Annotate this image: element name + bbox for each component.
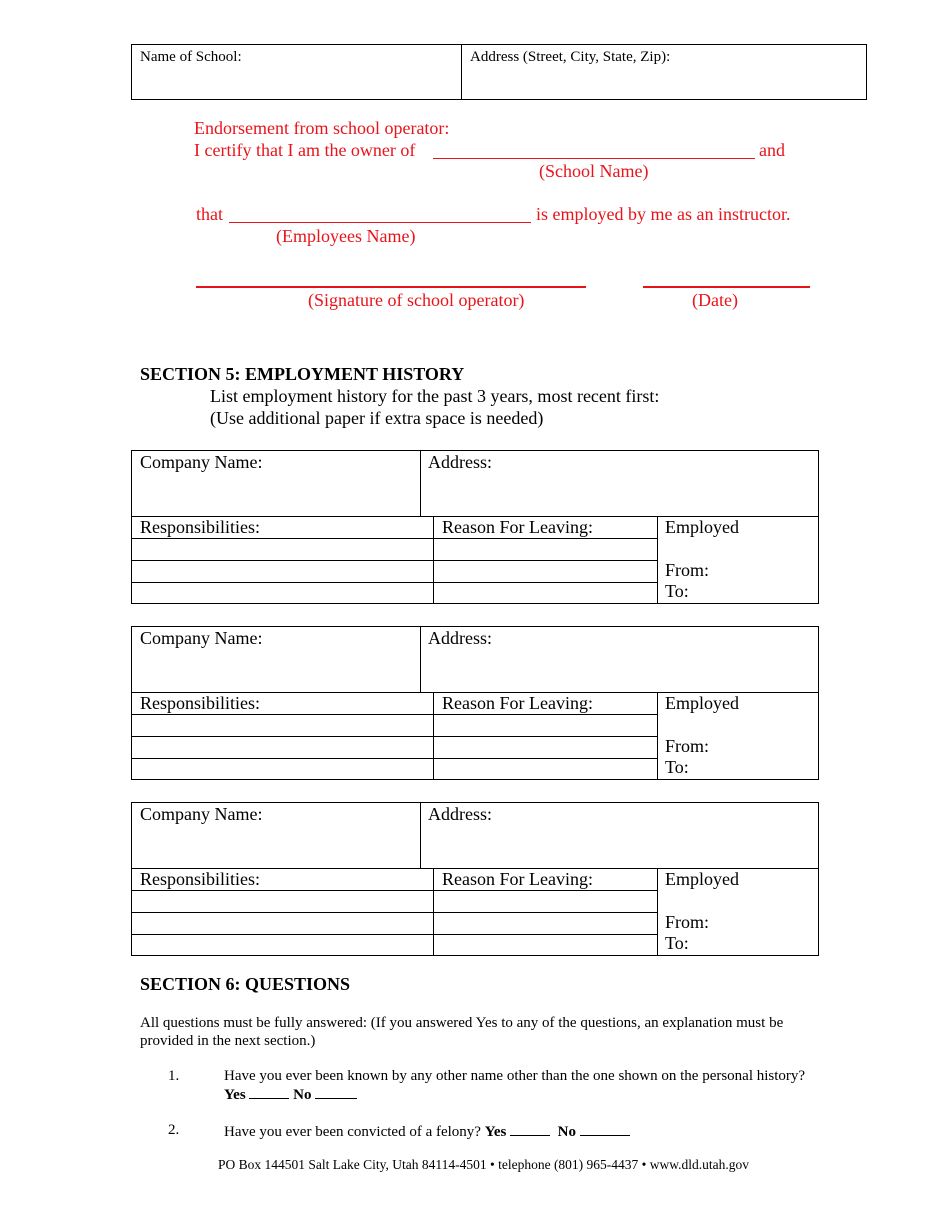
responsibilities-label: Responsibilities: [140, 693, 261, 713]
responsibilities-label: Responsibilities: [140, 517, 261, 537]
to-label: To: [665, 581, 689, 601]
section5-instruction1: List employment history for the past 3 years, most recent first: [210, 386, 660, 406]
yes-label: Yes [224, 1087, 246, 1103]
question-2-row [224, 1122, 630, 1141]
employment-record-1 [131, 450, 819, 604]
school-info-table [131, 44, 867, 100]
employee-name-blank[interactable] [229, 222, 531, 223]
question-2-text: Have you ever been convicted of a felony? [224, 1124, 481, 1140]
endorsement-line2-suffix: is employed by me as an instructor. [536, 204, 791, 224]
reason-label: Reason For Leaving: [442, 517, 593, 537]
endorsement-line2-prefix: that [196, 204, 223, 224]
yes-label: Yes [484, 1124, 507, 1140]
responsibilities-label: Responsibilities: [140, 869, 261, 889]
date-line[interactable] [643, 286, 810, 288]
endorsement-line1-prefix: I certify that I am the owner of [194, 140, 416, 160]
section6-intro: All questions must be fully answered: (If you answered Yes to any of the questions, an explanation must be provided in the next section.) [140, 1015, 784, 1049]
question-1-text: Have you ever been known by any other name other than the one shown on the personal history? [224, 1068, 806, 1084]
employed-label: Employed [665, 869, 739, 889]
no-label: No [557, 1124, 576, 1140]
employee-name-caption: (Employees Name) [276, 226, 416, 246]
employment-record-3 [131, 802, 819, 956]
no-label: No [293, 1087, 312, 1103]
from-label: From: [665, 912, 710, 932]
section5-title: SECTION 5: EMPLOYMENT HISTORY [140, 364, 465, 384]
employment-record-2 [131, 626, 819, 780]
school-name-blank[interactable] [433, 158, 755, 159]
no-blank[interactable] [580, 1122, 630, 1136]
date-caption: (Date) [692, 290, 738, 310]
section5-instruction2: (Use additional paper if extra space is needed) [210, 408, 544, 428]
question-1-number: 1. [168, 1068, 180, 1084]
table-divider [461, 45, 462, 99]
employed-label: Employed [665, 693, 739, 713]
school-address-label: Address (Street, City, State, Zip): [470, 49, 671, 65]
address-label: Address: [428, 628, 492, 648]
reason-label: Reason For Leaving: [442, 869, 593, 889]
footer-contact: PO Box 144501 Salt Lake City, Utah 84114-4501 • telephone (801) 965-4437 • www.dld.utah.gov [218, 1157, 750, 1172]
company-name-label: Company Name: [140, 804, 263, 824]
section6-title: SECTION 6: QUESTIONS [140, 974, 351, 994]
from-label: From: [665, 736, 710, 756]
endorsement-heading: Endorsement from school operator: [194, 118, 450, 138]
yes-blank[interactable] [249, 1085, 289, 1099]
question-1-answers [224, 1085, 357, 1104]
company-name-label: Company Name: [140, 452, 263, 472]
address-label: Address: [428, 452, 492, 472]
school-name-caption: (School Name) [539, 161, 649, 181]
to-label: To: [665, 933, 689, 953]
employed-label: Employed [665, 517, 739, 537]
signature-caption: (Signature of school operator) [308, 290, 525, 310]
endorsement-line1-suffix: and [759, 140, 785, 160]
from-label: From: [665, 560, 710, 580]
yes-blank[interactable] [510, 1122, 550, 1136]
reason-label: Reason For Leaving: [442, 693, 593, 713]
signature-line[interactable] [196, 286, 586, 288]
address-label: Address: [428, 804, 492, 824]
to-label: To: [665, 757, 689, 777]
company-name-label: Company Name: [140, 628, 263, 648]
school-name-label: Name of School: [140, 49, 242, 65]
question-2-number: 2. [168, 1122, 180, 1138]
no-blank[interactable] [315, 1085, 357, 1099]
